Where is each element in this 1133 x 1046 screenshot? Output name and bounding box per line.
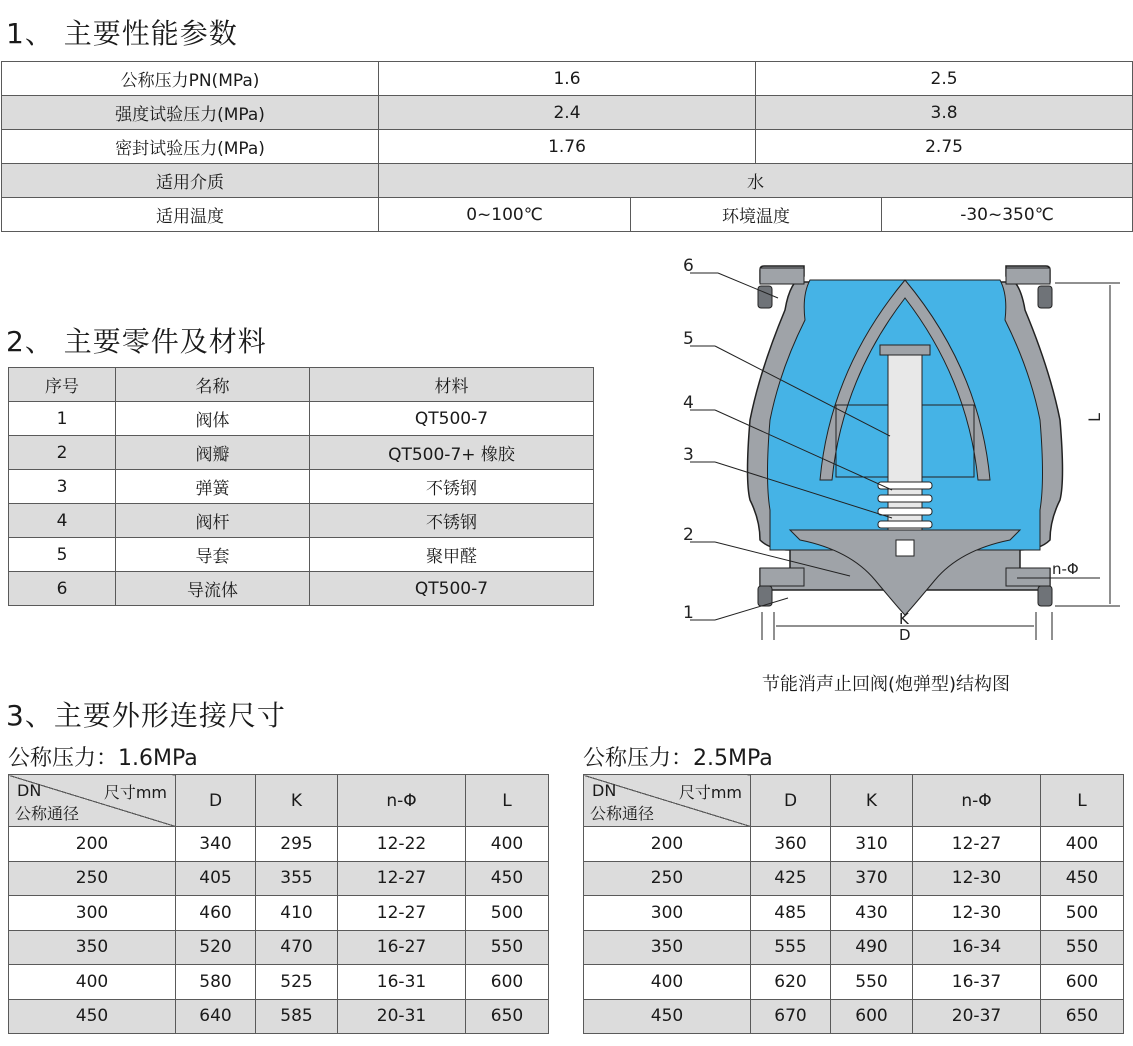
dimensions-table-25: DN 尺寸mm 公称通径 D K n-Φ L 200 360 310 12-27 400 250 425 370 12-30 450 300 485 430 12-30 500 350 555 490 16-34 550 400 620 550 16-37 600 450 670 600 20-37 650 [583, 774, 1124, 1034]
table-cell: 阀体 [116, 402, 310, 436]
dn-header: DN 尺寸mm 公称通径 [584, 775, 751, 827]
table-cell: 650 [1041, 999, 1124, 1034]
table-cell: QT500-7+ 橡胶 [310, 436, 594, 470]
env-temp-label: 环境温度 [631, 198, 882, 232]
flange-top-left [760, 268, 804, 284]
table-cell: 16-34 [913, 930, 1041, 965]
table-cell: 600 [466, 965, 549, 1000]
table-row [9, 861, 549, 896]
strength-value-2: 3.8 [756, 96, 1133, 130]
table-cell: QT500-7 [310, 402, 594, 436]
table-cell: 300 [584, 896, 751, 931]
parts-table [8, 367, 594, 606]
table-cell: 聚甲醛 [310, 538, 594, 572]
table-cell: 485 [751, 896, 831, 931]
table-cell: 2 [9, 436, 116, 470]
table-cell: 250 [9, 861, 176, 896]
table-cell: 500 [466, 896, 549, 931]
env-temp-value: -30~350℃ [882, 198, 1133, 232]
section3-title: 3、主要外形连接尺寸 [6, 699, 286, 732]
callout-5: 5 [683, 329, 694, 349]
callout-4: 4 [683, 393, 694, 413]
table-cell: 12-27 [913, 827, 1041, 862]
table-cell: 3 [9, 470, 116, 504]
table-cell: 370 [831, 861, 913, 896]
table-row [9, 965, 549, 1000]
table-cell: 20-37 [913, 999, 1041, 1034]
table-cell: 470 [256, 930, 338, 965]
dim-D: D [899, 626, 911, 640]
section1-title: 1、 主要性能参数 [6, 17, 238, 50]
table-cell: 12-27 [338, 861, 466, 896]
callout-6: 6 [683, 256, 694, 276]
pn-value-2: 2.5 [756, 62, 1133, 96]
table-row [9, 436, 594, 470]
table-row [584, 827, 1124, 862]
table-row [9, 402, 594, 436]
callout-1: 1 [683, 603, 694, 623]
strength-label: 强度试验压力(MPa) [2, 96, 379, 130]
table-cell: 350 [9, 930, 176, 965]
table-row [9, 827, 549, 862]
table-cell: 550 [1041, 930, 1124, 965]
parts-header-no: 序号 [9, 368, 116, 402]
table-cell: QT500-7 [310, 572, 594, 606]
table-cell: 400 [1041, 827, 1124, 862]
table-row [9, 930, 549, 965]
table-row [584, 861, 1124, 896]
table1-title: 公称压力：1.6MPa [8, 746, 198, 771]
table-cell: 12-30 [913, 896, 1041, 931]
table-cell: 550 [831, 965, 913, 1000]
table-cell: 550 [466, 930, 549, 965]
valve-structure-diagram [660, 250, 1130, 640]
table-row [584, 999, 1124, 1034]
medium-value: 水 [379, 164, 1133, 198]
table-cell: 650 [466, 999, 549, 1034]
table-cell: 600 [1041, 965, 1124, 1000]
table-cell: 430 [831, 896, 913, 931]
table-row [9, 572, 594, 606]
table-cell: 400 [584, 965, 751, 1000]
parts-header-material: 材料 [310, 368, 594, 402]
performance-table [1, 61, 1133, 232]
flange-bottom-right [1006, 568, 1050, 586]
table-cell: 460 [176, 896, 256, 931]
dim-K: K [899, 610, 909, 628]
table-cell: 450 [9, 999, 176, 1034]
section2-title: 2、 主要零件及材料 [6, 325, 267, 358]
table-row [9, 538, 594, 572]
medium-label: 适用介质 [2, 164, 379, 198]
temp-label: 适用温度 [2, 198, 379, 232]
table-cell: 355 [256, 861, 338, 896]
table-cell: 200 [584, 827, 751, 862]
table-cell: 670 [751, 999, 831, 1034]
table-cell: 不锈钢 [310, 470, 594, 504]
table-row [9, 896, 549, 931]
table-cell: 300 [9, 896, 176, 931]
valve-stem [888, 345, 922, 535]
table-cell: 555 [751, 930, 831, 965]
table-cell: 导套 [116, 538, 310, 572]
table-cell: 阀杆 [116, 504, 310, 538]
table-cell: 490 [831, 930, 913, 965]
table-row [584, 930, 1124, 965]
table-cell: 410 [256, 896, 338, 931]
table-cell: 620 [751, 965, 831, 1000]
callout-labels [683, 256, 694, 623]
table-cell: 450 [584, 999, 751, 1034]
table-cell: 16-37 [913, 965, 1041, 1000]
parts-header-name: 名称 [116, 368, 310, 402]
table-cell: 425 [751, 861, 831, 896]
table-cell: 405 [176, 861, 256, 896]
table-cell: 4 [9, 504, 116, 538]
seal-label: 密封试验压力(MPa) [2, 130, 379, 164]
dim-L: L [1085, 413, 1104, 422]
table-cell: 520 [176, 930, 256, 965]
pn-label: 公称压力PN(MPa) [2, 62, 379, 96]
table-row [9, 999, 549, 1034]
table-cell: 250 [584, 861, 751, 896]
table-cell: 295 [256, 827, 338, 862]
table-cell: 310 [831, 827, 913, 862]
table-cell: 400 [9, 965, 176, 1000]
table-cell: 导流体 [116, 572, 310, 606]
callout-3: 3 [683, 445, 694, 465]
table-cell: 340 [176, 827, 256, 862]
table-cell: 5 [9, 538, 116, 572]
table-row [584, 896, 1124, 931]
table-row [9, 504, 594, 538]
table-cell: 360 [751, 827, 831, 862]
dn-header: DN 尺寸mm 公称通径 [9, 775, 176, 827]
seal-value-2: 2.75 [756, 130, 1133, 164]
flange-top-right [1006, 268, 1050, 284]
temp-value: 0~100℃ [379, 198, 631, 232]
table-cell: 580 [176, 965, 256, 1000]
table-cell: 16-27 [338, 930, 466, 965]
pn-value-1: 1.6 [379, 62, 756, 96]
table-row [584, 965, 1124, 1000]
table-cell: 450 [466, 861, 549, 896]
table-cell: 弹簧 [116, 470, 310, 504]
callout-2: 2 [683, 525, 694, 545]
table-cell: 12-22 [338, 827, 466, 862]
diagram-caption: 节能消声止回阀(炮弹型)结构图 [762, 674, 1011, 695]
table-cell: 6 [9, 572, 116, 606]
dim-nphi: n-Φ [1052, 560, 1079, 578]
table-cell: 16-31 [338, 965, 466, 1000]
table-cell: 640 [176, 999, 256, 1034]
table-cell: 500 [1041, 896, 1124, 931]
table-cell: 450 [1041, 861, 1124, 896]
table-cell: 200 [9, 827, 176, 862]
dimensions-table-16: DN 尺寸mm 公称通径 D K n-Φ L 200 340 295 12-22 400 250 405 355 12-27 450 300 460 410 12-27 500 350 520 470 16-27 550 400 580 525 16-31 600 450 640 585 20-31 650 [8, 774, 549, 1034]
table-cell: 585 [256, 999, 338, 1034]
table-cell: 20-31 [338, 999, 466, 1034]
table-cell: 1 [9, 402, 116, 436]
flange-bottom-left [760, 568, 804, 586]
table-cell: 350 [584, 930, 751, 965]
table-cell: 12-27 [338, 896, 466, 931]
table-cell: 400 [466, 827, 549, 862]
table-cell: 12-30 [913, 861, 1041, 896]
table-cell: 600 [831, 999, 913, 1034]
seal-value-1: 1.76 [379, 130, 756, 164]
table2-title: 公称压力：2.5MPa [583, 746, 773, 771]
table-cell: 阀瓣 [116, 436, 310, 470]
table-row [9, 470, 594, 504]
strength-value-1: 2.4 [379, 96, 756, 130]
table-cell: 525 [256, 965, 338, 1000]
table-cell: 不锈钢 [310, 504, 594, 538]
